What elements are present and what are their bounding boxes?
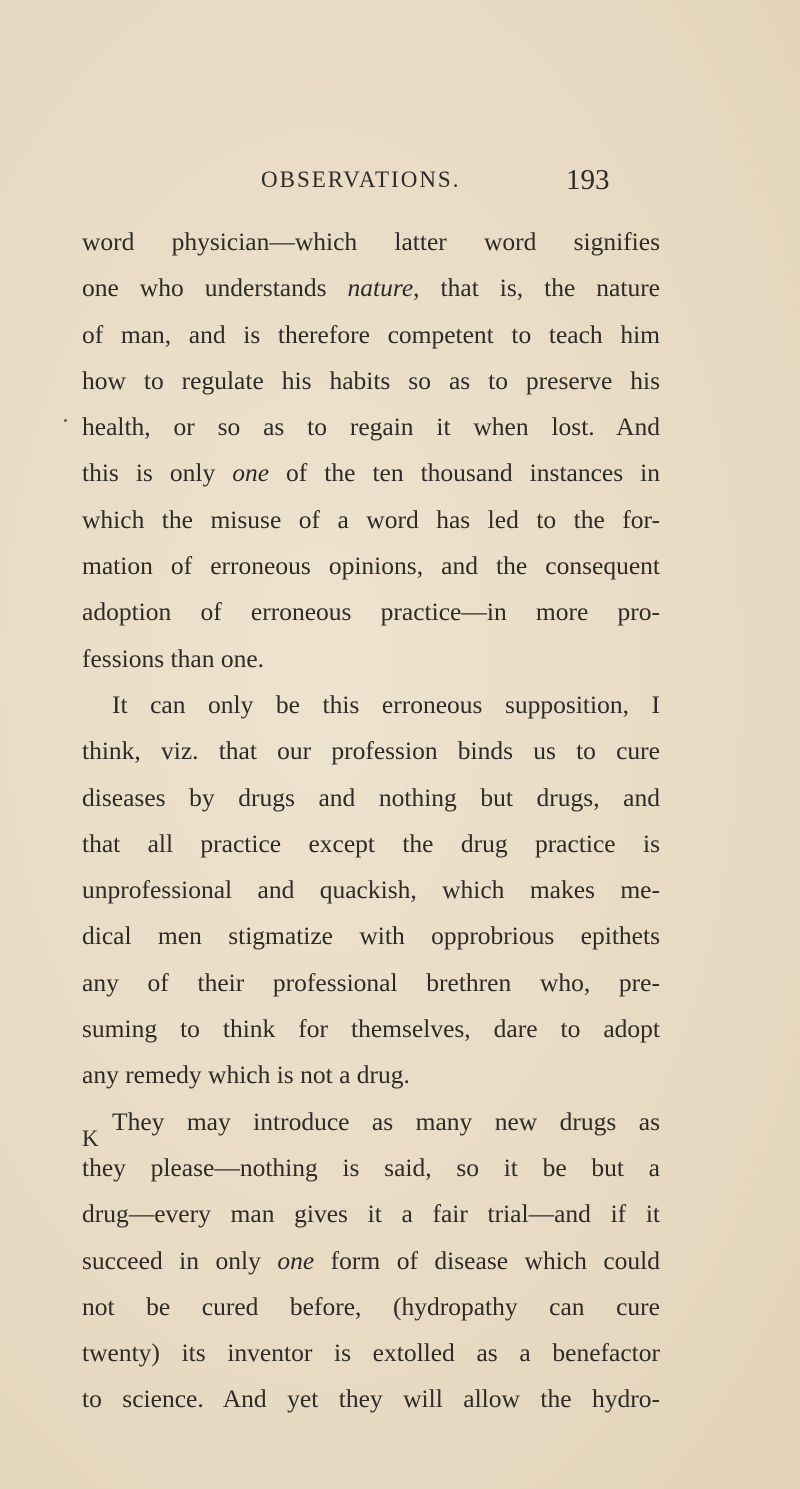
paragraph-start-line: It can only be this erroneous supposition, I (112, 689, 660, 719)
text-line: succeed in only one form of disease which could (82, 1245, 660, 1275)
text-line: fessions than one. (82, 643, 265, 673)
text-line: one who understands nature, that is, the nature (82, 273, 660, 303)
text-line: of man, and is therefore competent to teach him (82, 319, 660, 349)
text-line: how to regulate his habits so as to preserve his (82, 365, 660, 395)
text-line: not be cured before, (hydropathy can cure (82, 1291, 660, 1321)
text-line: unprofessional and quackish, which makes me- (82, 875, 660, 905)
text-line: this is only one of the ten thousand instances in (82, 458, 660, 488)
text-line: diseases by drugs and nothing but drugs, and (82, 782, 660, 812)
text-line: which the misuse of a word has led to the for- (82, 504, 660, 534)
text-line: suming to think for themselves, dare to adopt (82, 1014, 660, 1044)
signature-mark: K (82, 1126, 99, 1151)
text-line: they please—nothing is said, so it be but a (82, 1152, 660, 1182)
text-line: that all practice except the drug practice is (82, 828, 660, 858)
text-line: adoption of erroneous practice—in more pro- (82, 597, 660, 627)
text-line: drug—every man gives it a fair trial—and if it (82, 1199, 660, 1229)
text-line: twenty) its inventor is extolled as a benefactor (82, 1338, 660, 1368)
italic-word: one (232, 458, 270, 488)
text-line: any remedy which is not a drug. (82, 1060, 410, 1090)
page-number: 193 (566, 164, 610, 196)
text-line: any of their professional brethren who, pre- (82, 967, 660, 997)
text-line: think, viz. that our profession binds us to cure (82, 736, 660, 766)
text-line: mation of erroneous opinions, and the consequent (82, 551, 660, 581)
paragraph-start-line: They may introduce as many new drugs as (112, 1106, 660, 1136)
italic-word: one (277, 1245, 315, 1275)
running-head: OBSERVATIONS. (261, 167, 461, 192)
body-text (82, 219, 660, 1423)
text-line: to science. And yet they will allow the hydro- (82, 1384, 660, 1414)
text-line: word physician—which latter word signifies (82, 227, 660, 256)
text-line: health, or so as to regain it when lost. And (82, 412, 660, 442)
margin-mark (64, 419, 67, 422)
page-header (0, 160, 800, 200)
text-line: dical men stigmatize with opprobrious epithets (82, 921, 660, 951)
italic-word: nature (347, 273, 414, 303)
